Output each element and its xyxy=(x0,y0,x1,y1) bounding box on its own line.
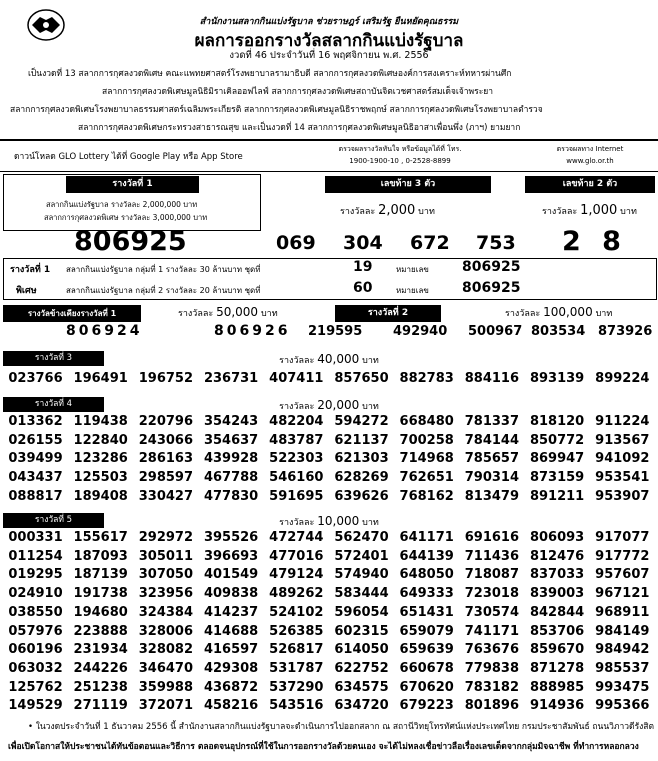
prize4-number: 088817 xyxy=(8,488,63,504)
prize5-number: 223888 xyxy=(73,623,128,639)
prize3-number: 899224 xyxy=(595,371,650,386)
prize5-number: 401549 xyxy=(203,567,259,583)
prize4-number: 818120 xyxy=(529,414,585,429)
prize4-number: 439928 xyxy=(203,451,259,467)
charity-line: เป็นงวดที่ 13 สลากการกุศลงวดพิเศษ คณะแพทยศาสตร์โรงพยาบาลรามาธิบดี สลากการกุศลงวดพิเศษองค์การสงเคราะห์ทหารผ่านศึก xyxy=(28,69,512,79)
last2-number: 2 8 xyxy=(562,226,627,257)
prize5-number: 057976 xyxy=(8,623,63,639)
prize5-number: 562470 xyxy=(334,530,389,545)
near1-prize xyxy=(178,305,278,320)
prize5-number: 526817 xyxy=(269,642,324,658)
prize2-number: 500967 xyxy=(468,324,523,339)
prize5-number: 409838 xyxy=(203,586,259,602)
prize4-header xyxy=(0,395,658,414)
prize2-number: 803534 xyxy=(531,324,586,339)
download-notice: ดาวน์โหลด GLO Lottery ได้ที่ Google Play หรือ App Store xyxy=(14,152,243,162)
front3-prize-unit: บาท xyxy=(418,207,435,217)
prize5-number: 917077 xyxy=(595,530,650,545)
web-label: ตรวจผลทาง Internet xyxy=(556,145,624,153)
prize5-number: 622752 xyxy=(334,660,389,676)
last2-label: เลขท้าย 2 ตัว xyxy=(525,176,655,193)
prize1-label: รางวัลที่ 1 xyxy=(66,176,199,193)
prize4-number: 123286 xyxy=(73,451,128,467)
special-set: 60 xyxy=(353,280,373,296)
prize5-number: 271119 xyxy=(73,698,128,714)
prize2-label: รางวัลที่ 2 xyxy=(335,305,441,322)
prize5-number: 251238 xyxy=(73,679,128,695)
prize5-number: 477016 xyxy=(269,548,324,564)
prize5-number: 328082 xyxy=(138,642,194,658)
prize5-number: 888985 xyxy=(529,679,585,695)
prize5-number: 859670 xyxy=(529,642,585,658)
prize5-prize-prefix: รางวัลละ xyxy=(279,518,315,528)
footer-line: • ในวงดประจำวันที่ 1 ธันวาคม 2556 นี้ สำนักงานสลากกินแบ่งรัฐบาลจะดำเนินการไปออกสลาก ณ สถานีวิทยุโทรทัศน์แห่งประเทศไทย กรมประชาสัมพันธ์ ถนนวิภาวดีรังสิต xyxy=(28,722,654,732)
prize5-number: 307050 xyxy=(138,567,194,583)
prize5-number: 000331 xyxy=(8,530,63,545)
prize3-prize-unit: บาท xyxy=(362,356,379,366)
near1-label: รางวัลข้างเคียงรางวัลที่ 1 xyxy=(3,305,141,322)
prize5-number: 596054 xyxy=(334,604,389,620)
prize4-number: 026155 xyxy=(8,432,63,448)
prize5-number: 779838 xyxy=(464,660,520,676)
prize5-number: 985537 xyxy=(595,660,650,676)
prize5-number: 914936 xyxy=(529,698,585,714)
page-title: ผลการออกรางวัลสลากกินแบ่งรัฐบาล xyxy=(194,31,464,51)
prize1-number: 806925 xyxy=(74,226,187,257)
near1-prize-prefix: รางวัลละ xyxy=(178,309,214,319)
prize5-number: 416597 xyxy=(203,642,259,658)
prize5-number: 842844 xyxy=(529,604,585,620)
prize5-number: 458216 xyxy=(203,698,259,714)
prize4-number: 298597 xyxy=(138,470,194,486)
near1-number: 806926 xyxy=(214,323,291,339)
prize5-number: 660678 xyxy=(399,660,454,676)
prize4-number: 891211 xyxy=(529,488,585,504)
prize5-number: 968911 xyxy=(595,604,650,620)
prize5-number: 524102 xyxy=(269,604,324,620)
prize2-prize-unit: บาท xyxy=(595,309,613,319)
prize5-number: 436872 xyxy=(203,679,259,695)
contact-row xyxy=(0,141,658,172)
prize5-number: 741171 xyxy=(464,623,520,639)
prize5-number: 060196 xyxy=(8,642,63,658)
prize5-number: 346470 xyxy=(138,660,194,676)
prize5-number: 572401 xyxy=(334,548,389,564)
front3-number: 753 xyxy=(476,232,516,254)
prize5-number: 479124 xyxy=(269,567,324,583)
prize1-desc: สลากกินแบ่งรัฐบาล รางวัลละ 2,000,000 บาท xyxy=(46,200,198,209)
special-set: 19 xyxy=(353,259,373,275)
prize4-number: 850772 xyxy=(529,432,585,448)
prize3-prize xyxy=(0,352,658,367)
prize5-number: 723018 xyxy=(464,586,520,602)
prize5-number: 489262 xyxy=(269,586,324,602)
prize5-number: 839003 xyxy=(529,586,585,602)
prize3-label: รางวัลที่ 3 xyxy=(3,351,104,366)
prize5-number: 670620 xyxy=(399,679,454,695)
prize4-number: 591695 xyxy=(269,488,324,504)
near1-number: 806924 xyxy=(66,323,143,339)
prize5-number: 801896 xyxy=(464,698,520,714)
prize5-number: 191738 xyxy=(73,586,128,602)
prize4-number: 621303 xyxy=(334,451,389,467)
prize4-prize-prefix: รางวัลละ xyxy=(279,402,315,412)
prize5-number: 395526 xyxy=(203,530,259,545)
prize3-number: 407411 xyxy=(269,371,324,386)
prize5-number: 679223 xyxy=(399,698,454,714)
prize5-number: 641171 xyxy=(399,530,454,545)
prize5-number: 194680 xyxy=(73,604,128,620)
front3-prize-value: 2,000 xyxy=(378,203,416,218)
special-num-label: หมายเลข xyxy=(396,265,429,274)
prize4-number: 354637 xyxy=(203,432,259,448)
prize5-prize-value: 10,000 xyxy=(317,514,360,528)
prize5-number: 372071 xyxy=(138,698,194,714)
web-address: www.glo.or.th xyxy=(566,157,614,165)
prize5-number: 995366 xyxy=(595,698,650,714)
prize4-number: 762651 xyxy=(399,470,454,486)
prize5-number: 837033 xyxy=(529,567,585,583)
prize3-header xyxy=(0,349,658,368)
near1-prize-value: 50,000 xyxy=(216,305,259,319)
prize5-number: 583444 xyxy=(334,586,389,602)
prize5-number: 574940 xyxy=(334,567,389,583)
prize4-number: 621137 xyxy=(334,432,389,448)
prize2-number: 219595 xyxy=(308,324,363,339)
prize3-grid xyxy=(3,371,655,395)
prize4-number: 477830 xyxy=(203,488,259,504)
prize5-number: 305011 xyxy=(138,548,194,564)
special-label: รางวัลที่ 1 xyxy=(10,265,51,275)
prize5-number: 648050 xyxy=(399,567,454,583)
prize5-number: 812476 xyxy=(529,548,585,564)
prize5-number: 634575 xyxy=(334,679,389,695)
prize5-number: 718087 xyxy=(464,567,520,583)
footer-line: เพื่อเปิดโอกาสให้ประชาชนได้ทันข้อตอนและวิธีการ ตลอดจนอุปกรณ์ที่ใช้ในการออกรางวัลด้วยตนเอง จะได้ไม่หลงเชื่อข่าวลือเรื่องเลขเด็ดจากกลุ่มมิจฉาชีพ ที่ทำการหลอกลวง xyxy=(8,742,639,752)
prize4-number: 781337 xyxy=(464,414,520,429)
last2-prize-prefix: รางวัลละ xyxy=(542,207,578,217)
prize5-number: 871278 xyxy=(529,660,585,676)
prize5-number: 711436 xyxy=(464,548,520,564)
prize2-prize xyxy=(505,305,612,320)
prize5-number: 634720 xyxy=(334,698,389,714)
prize5-number: 730574 xyxy=(464,604,520,620)
prize4-number: 639626 xyxy=(334,488,389,504)
prize3-number: 857650 xyxy=(334,371,389,386)
prize4-number: 125503 xyxy=(73,470,128,486)
prize4-number: 913567 xyxy=(595,432,650,448)
prize3-number: 023766 xyxy=(8,371,63,386)
charity-line: สลากการกุศลงวดพิเศษมูลนิธิมิราเคิลออฟไลฟ์ สลากการกุศลงวดพิเศษสถาบันจิตเวชศาสตร์สมเด็จเจ้าพระยา xyxy=(102,87,494,97)
prize5-number: 011254 xyxy=(8,548,63,564)
prize3-number: 893139 xyxy=(529,371,585,386)
prize5-number: 984942 xyxy=(595,642,650,658)
prize4-number: 119438 xyxy=(73,414,128,429)
prize5-number: 531787 xyxy=(269,660,324,676)
prize4-number: 594272 xyxy=(334,414,389,429)
prize5-grid xyxy=(3,530,655,716)
prize3-number: 236731 xyxy=(203,371,259,386)
prize5-number: 292972 xyxy=(138,530,194,545)
prize5-number: 853706 xyxy=(529,623,585,639)
prize5-number: 019295 xyxy=(8,567,63,583)
prize5-number: 187093 xyxy=(73,548,128,564)
prize4-number: 785657 xyxy=(464,451,520,467)
prize4-grid xyxy=(3,414,655,509)
prize2-number: 492940 xyxy=(393,324,448,339)
prize5-label: รางวัลที่ 5 xyxy=(3,513,104,528)
prize5-number: 187139 xyxy=(73,567,128,583)
prize5-prize xyxy=(0,514,658,529)
prize5-number: 396693 xyxy=(203,548,259,564)
prize5-number: 414237 xyxy=(203,604,259,620)
charity-line: สลากการกุศลงวดพิเศษโรงพยาบาลธรรมศาสตร์เฉลิมพระเกียรติ สลากการกุศลงวดพิเศษมูลนิธิราชพฤกษ์ สลากการกุศลงวดพิเศษโรงพยาบาลตำรวจ xyxy=(10,105,543,115)
draw-date: งวดที่ 46 ประจำวันที่ 16 พฤศจิกายน พ.ศ. 2556 xyxy=(229,50,429,61)
prize4-label: รางวัลที่ 4 xyxy=(3,397,104,412)
prize3-number: 196752 xyxy=(138,371,194,386)
footer xyxy=(0,719,658,753)
front3-number: 672 xyxy=(410,232,450,254)
last2-prize-unit: บาท xyxy=(620,207,637,217)
prize4-number: 784144 xyxy=(464,432,520,448)
prize5-number: 917772 xyxy=(595,548,650,564)
front3-prize-prefix: รางวัลละ xyxy=(340,207,376,217)
prize3-prize-prefix: รางวัลละ xyxy=(279,356,315,366)
prize4-number: 354243 xyxy=(203,414,259,429)
prize5-number: 763676 xyxy=(464,642,520,658)
prize4-number: 189408 xyxy=(73,488,128,504)
prize5-number: 125762 xyxy=(8,679,63,695)
prize5-number: 644139 xyxy=(399,548,454,564)
prize5-number: 783182 xyxy=(464,679,520,695)
prize4-number: 330427 xyxy=(138,488,194,504)
special-number: 806925 xyxy=(462,280,521,296)
special-number: 806925 xyxy=(462,259,521,275)
check-label: ตรวจผลรางวัลทันใจ หรือข้อมูลได้ที่ โทร. xyxy=(338,145,462,153)
front3-label: เลขท้าย 3 ตัว xyxy=(325,176,491,193)
front3-prize xyxy=(340,203,435,218)
prize5-number: 024910 xyxy=(8,586,63,602)
prize4-prize-value: 20,000 xyxy=(317,398,360,412)
prize5-number: 614050 xyxy=(334,642,389,658)
prize1-desc: สลากการกุศลงวดพิเศษ รางวัลละ 3,000,000 บาท xyxy=(44,213,208,222)
prize3-prize-value: 40,000 xyxy=(317,352,360,366)
prize5-prize-unit: บาท xyxy=(362,518,379,528)
prize3-number: 196491 xyxy=(73,371,128,386)
prize5-number: 537290 xyxy=(269,679,324,695)
prize5-number: 414688 xyxy=(203,623,259,639)
prize4-number: 953541 xyxy=(595,470,650,486)
prize4-number: 243066 xyxy=(138,432,194,448)
prize5-number: 328006 xyxy=(138,623,194,639)
prize5-header xyxy=(0,511,658,530)
agencies-line: สำนักงานสลากกินแบ่งรัฐบาล ช่วยราษฎร์ เสริมรัฐ ยืนหยัดคุณธรรม xyxy=(199,17,459,27)
prize5-number: 806093 xyxy=(529,530,585,545)
prize5-number: 063032 xyxy=(8,660,63,676)
last2-prize xyxy=(542,203,637,218)
prize4-number: 941092 xyxy=(595,451,650,467)
prize2-number: 873926 xyxy=(598,324,653,339)
prize5-number: 659639 xyxy=(399,642,454,658)
prize5-number: 429308 xyxy=(203,660,259,676)
prize2-prize-value: 100,000 xyxy=(543,305,593,319)
prize4-number: 714968 xyxy=(399,451,454,467)
prize5-number: 659079 xyxy=(399,623,454,639)
prize4-number: 768162 xyxy=(399,488,454,504)
prize5-number: 472744 xyxy=(269,530,324,545)
prize3-number: 882783 xyxy=(399,371,454,386)
charity-line: สลากการกุศลงวดพิเศษกระทรวงสาธารณสุข และเป็นงวดที่ 14 สลากการกุศลงวดพิเศษมูลนิธิอาสาเพื่อนพึ่ง (ภาฯ) ยามยาก xyxy=(78,123,521,133)
prize4-number: 482204 xyxy=(269,414,324,429)
prize4-number: 483787 xyxy=(269,432,324,448)
prize4-number: 700258 xyxy=(399,432,454,448)
prize4-number: 546160 xyxy=(269,470,324,486)
special-row-text: สลากกินแบ่งรัฐบาล กลุ่มที่ 2 รางวัลละ 20 ล้านบาท ชุดที่ xyxy=(66,286,261,295)
prize5-number: 691616 xyxy=(464,530,520,545)
special-num-label: หมายเลข xyxy=(396,286,429,295)
prize4-prize xyxy=(0,398,658,413)
prize5-number: 324384 xyxy=(138,604,194,620)
prize4-number: 869947 xyxy=(529,451,585,467)
front3-number: 069 xyxy=(276,232,316,254)
prize4-number: 911224 xyxy=(595,414,650,429)
prize4-number: 039499 xyxy=(8,451,63,467)
prize4-number: 013362 xyxy=(8,414,63,429)
prize3-number: 884116 xyxy=(464,371,520,386)
prize5-number: 244226 xyxy=(73,660,128,676)
front3-number: 304 xyxy=(343,232,383,254)
prize5-number: 038550 xyxy=(8,604,63,620)
prize5-number: 231934 xyxy=(73,642,128,658)
prize5-number: 155617 xyxy=(73,530,128,545)
prize5-number: 359988 xyxy=(138,679,194,695)
special-row-text: สลากกินแบ่งรัฐบาล กลุ่มที่ 1 รางวัลละ 30 ล้านบาท ชุดที่ xyxy=(66,265,261,274)
prize5-number: 967121 xyxy=(595,586,650,602)
prize5-number: 149529 xyxy=(8,698,63,714)
phone-numbers: 1900-1900-10 , 0-2528-8899 xyxy=(349,157,451,165)
prize4-number: 873159 xyxy=(529,470,585,486)
prize5-number: 649333 xyxy=(399,586,454,602)
prize4-number: 220796 xyxy=(138,414,194,429)
prize5-number: 651431 xyxy=(399,604,454,620)
prize2-prize-prefix: รางวัลละ xyxy=(505,309,541,319)
prize5-number: 984149 xyxy=(595,623,650,639)
header xyxy=(0,0,658,141)
prize4-number: 668480 xyxy=(399,414,454,429)
prize5-number: 526385 xyxy=(269,623,324,639)
prize4-number: 043437 xyxy=(8,470,63,486)
prize5-number: 543516 xyxy=(269,698,324,714)
prize4-number: 813479 xyxy=(464,488,520,504)
prize4-number: 522303 xyxy=(269,451,324,467)
prize4-prize-unit: บาท xyxy=(362,402,379,412)
prize5-number: 957607 xyxy=(595,567,650,583)
prize4-number: 628269 xyxy=(334,470,389,486)
near1-prize-unit: บาท xyxy=(260,309,278,319)
prize4-number: 286163 xyxy=(138,451,194,467)
prize4-number: 953907 xyxy=(595,488,650,504)
prize5-number: 323956 xyxy=(138,586,194,602)
prize5-number: 993475 xyxy=(595,679,650,695)
prize5-number: 602315 xyxy=(334,623,389,639)
prize4-number: 122840 xyxy=(73,432,128,448)
last2-prize-value: 1,000 xyxy=(580,203,618,218)
prize4-number: 790314 xyxy=(464,470,520,486)
special-label: พิเศษ xyxy=(16,286,37,296)
prize4-number: 467788 xyxy=(203,470,259,486)
